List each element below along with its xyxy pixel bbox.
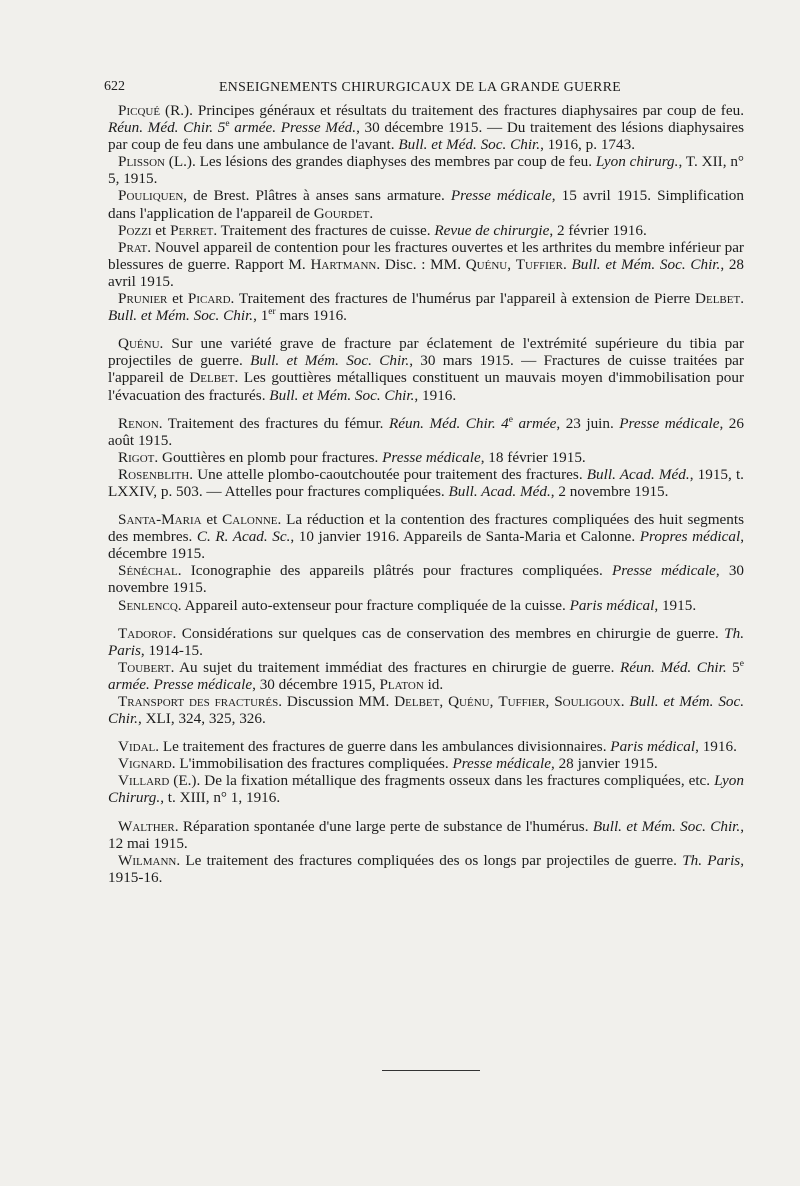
- entry-segment: Réun. Méd. Chir. 5: [108, 119, 226, 137]
- running-title: ENSEIGNEMENTS CHIRURGICAUX DE LA GRANDE GUERRE: [219, 79, 622, 94]
- entry-segment: ,: [489, 693, 499, 710]
- bibliography-entry: [108, 852, 744, 886]
- entry-segment: e: [508, 414, 513, 425]
- entry-segment: Bull. et Mém. Soc. Chir.: [592, 817, 741, 835]
- entry-segment: .: [620, 693, 630, 710]
- entry-segment: Quénu: [448, 693, 490, 710]
- bibliography-entry: [108, 772, 744, 806]
- entry-segment: , 1915.: [654, 596, 697, 614]
- entry-segment: Tuffier: [498, 693, 546, 710]
- entry-segment: armée: [512, 414, 557, 432]
- entry-segment: , 28 avril 1915.: [108, 255, 745, 290]
- bibliography-entry: [108, 415, 744, 449]
- entry-segment: . Une attelle plombo-caoutchoutée pour traitement des fractures.: [189, 465, 587, 483]
- entry-segment: Th. Paris: [682, 851, 741, 869]
- entry-segment: Presse médicale: [382, 448, 481, 466]
- entry-segment: Delbet: [695, 290, 741, 308]
- entry-segment: (E.). De la fixation métallique des fragments osseux dans les fractures compliquées, etc.: [169, 772, 715, 790]
- entry-segment: , 12 mai 1915.: [108, 817, 744, 852]
- entry-segment: Santa-Maria: [118, 511, 202, 529]
- bibliography-entry: [108, 187, 744, 221]
- entry-segment: . Traitement des fractures du fémur.: [158, 414, 389, 432]
- entry-segment: Transport des fracturés: [118, 693, 279, 710]
- entry-segment: Vidal: [118, 738, 156, 756]
- entry-segment: Toubert: [118, 658, 171, 676]
- bibliography-entry: [108, 102, 744, 153]
- entry-segment: Perret: [170, 221, 214, 239]
- bibliography-entry: [108, 818, 744, 852]
- entry-segment: Presse médicale: [452, 755, 551, 773]
- entry-segment: Bull. et Méd. Soc. Chir.: [398, 136, 541, 154]
- entry-segment: . Traitement des fractures de cuisse.: [213, 221, 435, 239]
- entry-segment: Propres médical: [639, 528, 741, 546]
- entry-segment: , 1916.: [414, 386, 457, 404]
- entry-segment: Bull. et Mém. Soc. Chir.: [108, 693, 745, 728]
- entry-segment: , XLI, 324, 325, 326.: [137, 710, 266, 728]
- entry-segment: . Discussion MM.: [278, 693, 395, 710]
- bibliography-entry: [108, 693, 744, 727]
- bibliography-entry: [108, 755, 744, 772]
- entry-segment: e: [739, 658, 744, 669]
- entry-segment: armée. Presse Méd.: [229, 119, 357, 137]
- entry-segment: Platon: [379, 675, 424, 693]
- entry-segment: ,: [507, 255, 516, 273]
- entry-segment: Bull. et Mém. Soc. Chir.: [571, 255, 721, 273]
- bibliography-entry: [108, 511, 744, 562]
- entry-segment: , 30 décembre 1915. — Du traitement des lésions diaphysaires par coup de feu dans une ambulance de l'avant.: [108, 119, 744, 154]
- entry-segment: Bull. et Mém. Soc. Chir.: [269, 386, 415, 404]
- entry-segment: , 10 janvier 1916. Appareils de Santa-Maria et Calonne.: [290, 528, 640, 546]
- entry-segment: Vignard: [118, 755, 172, 773]
- entry-segment: Senlencq: [118, 596, 178, 614]
- entry-segment: Picard: [187, 290, 231, 308]
- entry-segment: Revue de chirurgie: [434, 221, 550, 239]
- entry-segment: Tuffier: [515, 255, 563, 273]
- page-number: 622: [104, 79, 125, 94]
- entry-segment: , 2 novembre 1915.: [550, 482, 669, 500]
- entry-segment: Delbet: [189, 369, 235, 387]
- entry-segment: Quénu: [118, 335, 160, 353]
- entry-segment: e: [225, 119, 230, 130]
- entry-segment: Paris médical: [569, 596, 655, 614]
- entry-segment: . Iconographie des appareils plâtrés pour fractures compliquées.: [177, 562, 612, 580]
- entry-segment: Presse médicale: [619, 414, 720, 432]
- entry-segment: . Sur une variété grave de fracture par éclatement de l'extrémité supérieure du tibia par projectiles de guerre.: [108, 335, 744, 370]
- entry-segment: , 23 juin.: [556, 414, 620, 432]
- entry-segment: 5: [726, 658, 740, 676]
- bibliography-entry: [108, 466, 744, 500]
- entry-segment: . Réparation spontanée d'une large perte de substance de l'humérus.: [174, 817, 593, 835]
- bibliography-entry: [108, 290, 744, 324]
- entry-segment: .: [369, 204, 374, 222]
- entry-segment: Delbet: [394, 693, 440, 710]
- bibliography-entry: [108, 659, 744, 693]
- entry-segment: Renon: [118, 414, 159, 432]
- bibliography-entry: [108, 335, 744, 403]
- entry-segment: , t. XIII, n° 1, 1916.: [160, 789, 281, 807]
- bibliography-entry: [108, 562, 744, 596]
- end-rule: [382, 1070, 480, 1071]
- entry-segment: Bull. Acad. Méd.: [448, 482, 551, 500]
- entry-segment: Villard: [118, 772, 170, 790]
- entry-segment: , 30 décembre 1915,: [252, 675, 380, 693]
- entry-segment: , 1915, t. LXXIV, p. 503. — Attelles pour fractures compliquées.: [108, 465, 744, 500]
- entry-segment: (R.). Principes généraux et résultats du traitement des fractures diaphysaires par coup de feu.: [160, 102, 744, 119]
- entry-segment: Tadorof: [118, 624, 173, 642]
- entry-segment: Pozzi: [118, 221, 152, 239]
- entry-segment: Presse médicale: [611, 562, 716, 580]
- entry-segment: , 28 janvier 1915.: [550, 755, 658, 773]
- entry-segment: . Le traitement des fractures de guerre dans les ambulances divisionnaires.: [155, 738, 611, 756]
- entry-segment: , 30 novembre 1915.: [108, 562, 745, 597]
- entry-segment: Souligoux: [554, 693, 621, 710]
- entry-segment: , 30 mars 1915. — Fractures de cuisse traitées par l'appareil de: [108, 352, 744, 387]
- entry-segment: . Au sujet du traitement immédiat des fractures en chirurgie de guerre.: [170, 658, 620, 676]
- entry-segment: id.: [423, 675, 444, 693]
- entry-segment: .: [562, 255, 572, 273]
- entry-segment: Prunier: [118, 290, 168, 308]
- entry-segment: et: [167, 290, 188, 308]
- entry-segment: ,: [545, 693, 555, 710]
- entry-segment: Bull. et Mém. Soc. Chir.: [250, 352, 410, 370]
- entry-segment: Quénu: [465, 255, 508, 273]
- entry-segment: , 1916.: [695, 738, 737, 756]
- entry-segment: , 1: [253, 307, 269, 325]
- entry-segment: . Les gouttières métalliques constituent un mauvais moyen d'immobilisation pour l'évacuation des fracturés.: [108, 369, 744, 404]
- bibliography-entry: [108, 153, 744, 187]
- entry-segment: . Appareil auto-extenseur pour fracture compliquée de la cuisse.: [177, 596, 570, 614]
- entry-segment: et: [151, 221, 171, 239]
- entry-segment: Réun. Méd. Chir.: [619, 658, 727, 676]
- entry-segment: et: [201, 511, 223, 529]
- entry-segment: Bull. et Mém. Soc. Chir.: [108, 307, 254, 325]
- entry-segment: ,: [439, 693, 449, 710]
- bibliography-entry: [108, 449, 744, 466]
- entry-segment: . Disc. : MM.: [376, 255, 466, 273]
- entry-segment: Rosenblith: [118, 465, 190, 483]
- page-header: [104, 79, 744, 99]
- entry-segment: Bull. Acad. Méd.: [586, 465, 690, 483]
- entry-segment: , 15 avril 1915. Simplification dans l'application de l'appareil de: [108, 187, 744, 222]
- entry-segment: , 1915-16.: [108, 851, 745, 886]
- entry-segment: C. R. Acad. Sc.: [196, 528, 291, 546]
- bibliography-entry: [108, 239, 744, 290]
- entry-segment: . L'immobilisation des fractures compliquées.: [171, 755, 453, 773]
- entry-segment: Hartmann: [310, 255, 377, 273]
- entry-segment: , 2 février 1916.: [549, 221, 647, 239]
- entry-segment: Th. Paris: [108, 624, 744, 659]
- entry-segment: , de Brest. Plâtres à anses sans armature.: [183, 187, 451, 205]
- entry-segment: Prat: [118, 238, 148, 256]
- entry-segment: , T. XII, n° 5, 1915.: [108, 153, 745, 188]
- entry-segment: .: [740, 290, 744, 308]
- entry-segment: Plisson: [118, 153, 165, 171]
- entry-segment: , 1916, p. 1743.: [540, 136, 635, 154]
- entry-segment: Picqué: [118, 102, 161, 119]
- entry-segment: Sénéchal: [118, 562, 178, 580]
- entry-segment: . Traitement des fractures de l'humérus par l'appareil à extension de Pierre: [230, 290, 696, 308]
- bibliography-entry: [108, 625, 744, 659]
- entry-segment: Wilmann: [118, 851, 177, 869]
- bibliography-list: [108, 102, 744, 886]
- entry-segment: . Le traitement des fractures compliquées des os longs par projectiles de guerre.: [176, 851, 683, 869]
- entry-segment: , 18 février 1915.: [480, 448, 586, 466]
- entry-segment: armée. Presse médicale: [108, 675, 253, 693]
- entry-segment: . La réduction et la contention des fractures compliquées des huit segments des membres.: [108, 511, 744, 546]
- entry-segment: Walther: [118, 817, 175, 835]
- entry-segment: Réun. Méd. Chir. 4: [388, 414, 509, 432]
- entry-segment: , décembre 1915.: [108, 528, 744, 563]
- entry-segment: , 26 août 1915.: [108, 414, 744, 449]
- bibliography-entry: [108, 222, 744, 239]
- entry-segment: Paris médical: [610, 738, 696, 756]
- entry-segment: mars 1916.: [275, 307, 347, 325]
- entry-segment: , 1914-15.: [140, 641, 203, 659]
- bibliography-entry: [108, 738, 744, 755]
- entry-segment: Pouliquen: [118, 187, 184, 205]
- bibliography-entry: [108, 597, 744, 614]
- entry-segment: . Nouvel appareil de contention pour les fractures ouvertes et les arthrites du membre inférieur par blessures de guerre. Rapport M.: [108, 238, 744, 273]
- entry-segment: Presse médicale: [450, 187, 552, 205]
- entry-segment: Gourdet: [313, 204, 370, 222]
- entry-segment: Lyon Chirurg.: [108, 772, 744, 807]
- entry-segment: Calonne: [222, 511, 278, 529]
- entry-segment: . Gouttières en plomb pour fractures.: [154, 448, 383, 466]
- entry-segment: (L.). Les lésions des grandes diaphyses des membres par coup de feu.: [164, 153, 596, 171]
- entry-segment: Lyon chirurg.: [595, 153, 679, 171]
- entry-segment: . Considérations sur quelques cas de conservation des membres en chirurgie de guerre.: [172, 624, 725, 642]
- entry-segment: er: [268, 307, 276, 318]
- entry-segment: Rigot: [118, 448, 155, 466]
